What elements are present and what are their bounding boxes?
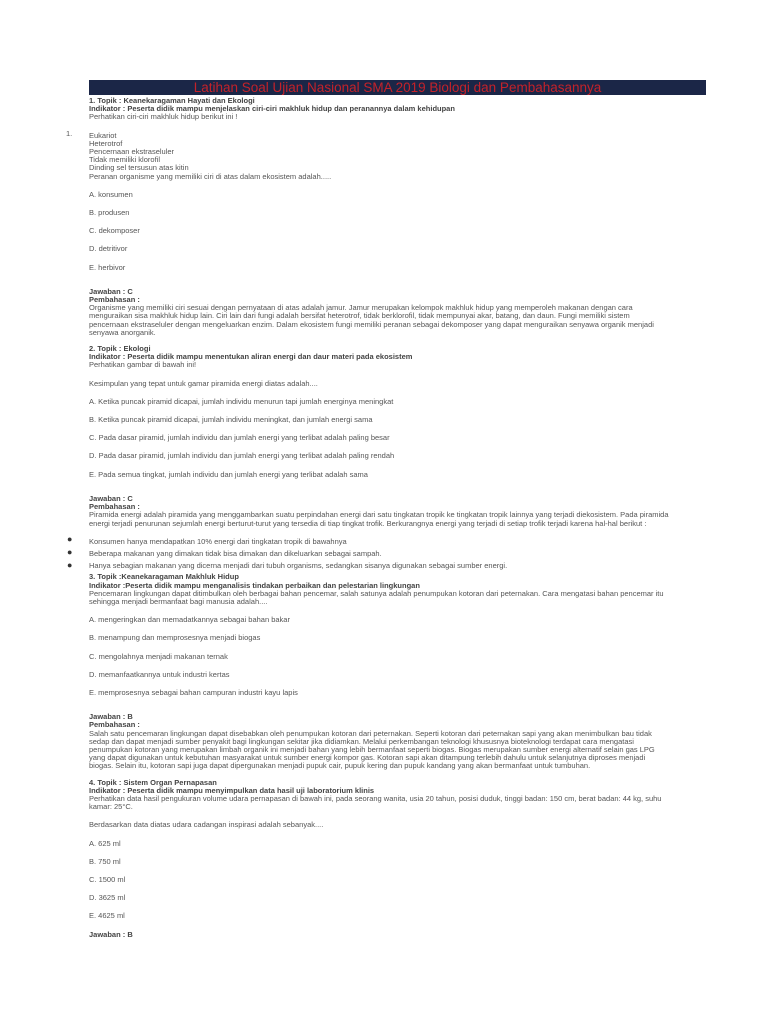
q2-bullet-text: Konsumen hanya mendapatkan 10% energi dari tingkatan tropik di bawahnya xyxy=(89,536,347,546)
bullet-dot: ● xyxy=(67,534,73,544)
q1-discussion-label: Pembahasan : xyxy=(89,295,140,305)
q3-topic: 3. Topik :Keanekaragaman Makhluk Hidup xyxy=(89,572,239,582)
q1-question: Peranan organisme yang memiliki ciri di atas dalam ekosistem adalah..... xyxy=(89,171,332,181)
q1-trait: Tidak memiliki klorofil xyxy=(89,155,160,165)
q2-discussion-label: Pembahasan : xyxy=(89,502,140,512)
q4-option: D. 3625 ml xyxy=(89,893,126,903)
bullet-dot: ● xyxy=(67,560,73,570)
q3-discussion: Salah satu pencemaran lingkungan dapat disebabkan oleh penumpukan kotoran dari peternakan. Seperti kotoran dari peternakan sapi yang akan menimbulkan bau tidak sedap dan dapat menjadi sumber penyakit bagi lingkungan sekitar jika didiamkan. Melalui perkembangan teknologi khususnya bioteknologi terdapat cara mengatasi penumpukan kotoran yang merupakan limbah organik ini menjadi bahan yang lebih bermanfaat seperti biogas. Biogas merupakan sumber energi alternatif selain gas LPG yang dapat digunakan untuk kebutuhan masyarakat untuk sumber energi kompor gas. Kotoran sapi akan ditampung terlebih dahulu untuk selanjutnya diproses menjadi biogas. Selain itu, kotoran sapi juga dapat dipergunakan menjadi pupuk cair, pupuk kering dan pupuk kandang yang akan bermanfaat untuk tumbuhan. xyxy=(89,728,655,771)
q4-topic: 4. Topik : Sistem Organ Pernapasan xyxy=(89,777,217,787)
q1-option: A. konsumen xyxy=(89,189,133,199)
q3-intro: Pencemaran lingkungan dapat ditimbulkan oleh berbagai bahan pencemar, salah satunya adalah penumpukan kotoran dari peternakan. Cara mengatasi bahan pencemar itu sehingga menjadi bermanfaat bagi manusia adalah.... xyxy=(89,588,664,606)
q4-indicator: Indikator : Peserta didik mampu menyimpulkan data hasil uji laboratorium klinis xyxy=(89,785,375,795)
q2-option: D. Pada dasar piramid, jumlah individu dan jumlah energi yang terlibat adalah paling rendah xyxy=(89,451,395,461)
q3-option: E. memprosesnya sebagai bahan campuran industri kayu lapis xyxy=(89,687,298,697)
q1-option: E. herbivor xyxy=(89,262,126,272)
q1-option: D. detritivor xyxy=(89,244,128,254)
q2-option: B. Ketika puncak piramid dicapai, jumlah individu meningkat, dan jumlah energi sama xyxy=(89,415,373,425)
document-body xyxy=(89,97,669,939)
list-number: 1. xyxy=(66,129,73,138)
q3-indicator: Indikator :Peserta didik mampu menganalisis tindakan perbaikan dan pelestarian lingkungan xyxy=(89,580,420,590)
q2-discussion: Piramida energi adalah piramida yang menggambarkan suatu perpindahan energi dari satu tingkatan tropik ke tingkatan tropik lainnya yang terjadi diekosistem. Pada piramida energi terjadi penurunan sejumlah energi berturut-turut yang tersedia di tiap tingkat trofik. Berkurangnya energi yang terjadi di setiap trofik terjadi karena hal-hal berikut : xyxy=(89,510,669,528)
q2-intro: Perhatikan gambar di bawah ini! xyxy=(89,360,197,370)
q1-indicator: Indikator : Peserta didik mampu menjelaskan ciri-ciri makhluk hidup dan peranannya dalam kehidupan xyxy=(89,104,455,114)
q2-indicator: Indikator : Peserta didik mampu menentukan aliran energi dan daur materi pada ekosistem xyxy=(89,352,413,362)
q2-bullet-text: Hanya sebagian makanan yang dicerna menjadi dari tubuh organisms, sedangkan sisanya digunakan sebagai sumber energi. xyxy=(89,561,508,571)
q4-option: C. 1500 ml xyxy=(89,874,126,884)
bullet-dot: ● xyxy=(67,547,73,557)
q1-trait: Heterotrof xyxy=(89,138,123,148)
q3-option: D. memanfaatkannya untuk industri kertas xyxy=(89,669,230,679)
q1-option: C. dekomposer xyxy=(89,226,140,236)
q3-option: A. mengeringkan dan memadatkannya sebagai bahan bakar xyxy=(89,615,290,625)
q2-answer: Jawaban : C xyxy=(89,493,133,503)
q2-option: C. Pada dasar piramid, jumlah individu dan jumlah energi yang terlibat adalah paling besar xyxy=(89,433,390,443)
q4-option: E. 4625 ml xyxy=(89,911,125,921)
q2-question: Kesimpulan yang tepat untuk gamar piramida energi diatas adalah.... xyxy=(89,378,318,388)
q1-trait: Eukariot xyxy=(89,130,117,140)
q4-option: B. 750 ml xyxy=(89,856,121,866)
q4-intro: Perhatikan data hasil pengukuran volume udara pernapasan di bawah ini, pada seorang wanita, usia 20 tahun, posisi duduk, tinggi badan: 150 cm, berat badan: 44 kg, suhu kamar: 25°C. xyxy=(89,793,662,812)
q3-option: C. mengolahnya menjadi makanan ternak xyxy=(89,651,228,661)
q2-option: A. Ketika puncak piramid dicapai, jumlah individu menurun tapi jumlah energinya meningkat xyxy=(89,396,394,406)
q1-trait: Dinding sel tersusun atas kitin xyxy=(89,163,189,173)
q1-discussion: Organisme yang memiliki ciri sesuai dengan pernyataan di atas adalah jamur. Jamur merupakan kelompok makhluk hidup yang memperoleh makanan dengan cara menguraikan sisa makhluk hidup lain. Ciri lain dari fungi adalah bersifat heterotrof, tidak berklorofil, tidak mempunyai akar, batang, dan daun. Fungi memiliki sistem pencernaan ekstraseluler dengan mengeluarkan enzim. Dalam ekosistem fungi memiliki peranan sebagai dekomposer yang dapat menguraikan senyawa organik menjadi senyawa anorganik. xyxy=(89,303,654,337)
q4-option: A. 625 ml xyxy=(89,838,121,848)
q2-topic: 2. Topik : Ekologi xyxy=(89,344,151,354)
q3-discussion-label: Pembahasan : xyxy=(89,720,140,730)
q4-question: Berdasarkan data diatas udara cadangan inspirasi adalah sebanyak.... xyxy=(89,820,324,830)
q3-option: B. menampung dan memprosesnya menjadi biogas xyxy=(89,633,261,643)
q2-bullet-text: Beberapa makanan yang dimakan tidak bisa dimakan dan dikeluarkan sebagai sampah. xyxy=(89,548,382,558)
document-title-banner: Latihan Soal Ujian Nasional SMA 2019 Biologi dan Pembahasannya xyxy=(89,80,706,95)
q1-trait: Pencernaan ekstraseluler xyxy=(89,147,175,157)
q1-option: B. produsen xyxy=(89,208,130,218)
q1-topic: 1. Topik : Keanekaragaman Hayati dan Ekologi xyxy=(89,96,255,105)
q4-answer: Jawaban : B xyxy=(89,929,133,939)
q2-option: E. Pada semua tingkat, jumlah individu dan jumlah energi yang terlibat adalah sama xyxy=(89,469,368,479)
q1-intro: Perhatikan ciri-ciri makhluk hidup berikut ini ! xyxy=(89,112,238,122)
q3-answer: Jawaban : B xyxy=(89,712,133,722)
q1-answer: Jawaban : C xyxy=(89,286,133,296)
